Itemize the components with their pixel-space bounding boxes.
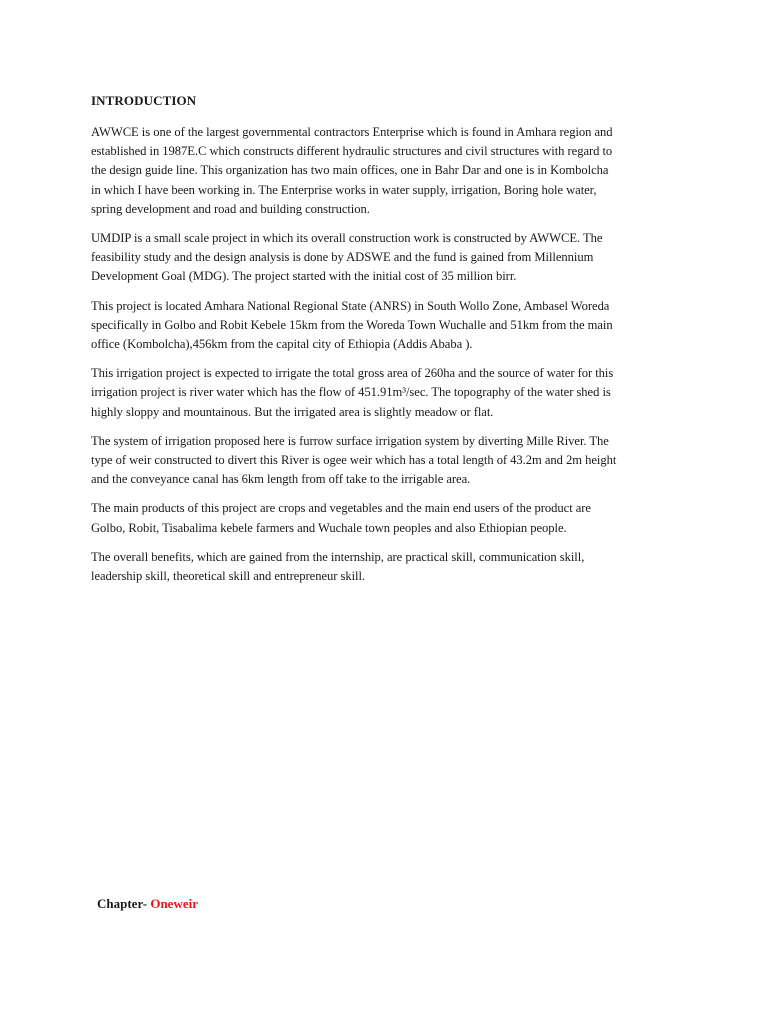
paragraph <box>91 548 681 586</box>
paragraph <box>91 123 681 219</box>
paragraph-line: irrigation project is river water which has the flow of 451.91m³/sec. The topography of the water shed is <box>91 385 611 400</box>
paragraph <box>91 297 681 355</box>
paragraph-line: Golbo, Robit, Tisabalima kebele farmers and Wuchale town peoples and also Ethiopian people. <box>91 520 567 535</box>
paragraph-line: and the conveyance canal has 6km length from off take to the irrigable area. <box>91 472 471 487</box>
paragraph-line: This irrigation project is expected to irrigate the total gross area of 260ha and the source of water for this <box>91 366 614 381</box>
paragraph-line: This project is located Amhara National Regional State (ANRS) in South Wollo Zone, Ambasel Woreda <box>91 298 610 313</box>
paragraph-line: the design guide line. This organization has two main offices, one in Bahr Dar and one is in Kombolcha <box>91 163 609 178</box>
paragraph <box>91 364 681 422</box>
paragraph <box>91 229 681 287</box>
paragraph-line: in which I have been working in. The Enterprise works in water supply, irrigation, Boring hole water, <box>91 182 597 197</box>
paragraph-line: The overall benefits, which are gained from the internship, are practical skill, communication skill, <box>91 549 585 564</box>
section-heading: INTRODUCTION <box>91 93 197 108</box>
paragraph-line: specifically in Golbo and Robit Kebele 15km from the Woreda Town Wuchalle and 51km from the main <box>91 317 613 332</box>
paragraph-line: The system of irrigation proposed here is furrow surface irrigation system by diverting Mille River. The <box>91 433 609 448</box>
paragraph-line: feasibility study and the design analysis is done by ADSWE and the fund is gained from Millennium <box>91 250 594 265</box>
chapter-name: Oneweir <box>150 896 198 911</box>
paragraph-line: office (Kombolcha),456km from the capital city of Ethiopia (Addis Ababa ). <box>91 337 473 352</box>
paragraph-line: spring development and road and building construction. <box>91 201 370 216</box>
paragraph-line: highly sloppy and mountainous. But the irrigated area is slightly meadow or flat. <box>91 404 494 419</box>
paragraph <box>91 499 681 537</box>
paragraph-line: Development Goal (MDG). The project started with the initial cost of 35 million birr. <box>91 269 517 284</box>
paragraph-line: AWWCE is one of the largest governmental contractors Enterprise which is found in Amhara region and <box>91 125 613 139</box>
chapter-title <box>97 895 198 913</box>
paragraph-line: type of weir constructed to divert this River is ogee weir which has a total length of 43.2m and 2m height <box>91 453 617 468</box>
paragraph-line: leadership skill, theoretical skill and entrepreneur skill. <box>91 569 366 584</box>
paragraph-line: UMDIP is a small scale project in which its overall construction work is constructed by AWWCE. The <box>91 231 603 246</box>
paragraph-line: The main products of this project are crops and vegetables and the main end users of the product are <box>91 501 591 516</box>
paragraph <box>91 432 681 490</box>
chapter-label: Chapter- <box>97 896 148 911</box>
paragraph-line: established in 1987E.C which constructs different hydraulic structures and civil structures with regard to <box>91 144 613 159</box>
document-body <box>91 92 681 596</box>
paragraph-list <box>91 123 681 586</box>
